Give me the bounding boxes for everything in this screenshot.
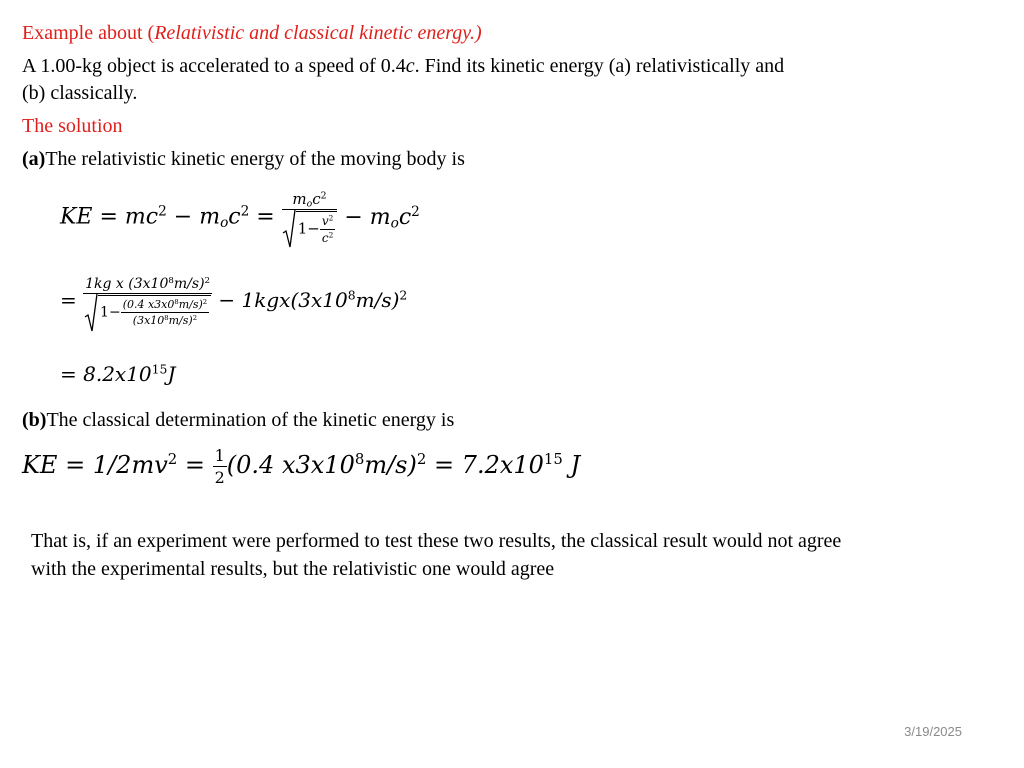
slide-date: 3/19/2025 xyxy=(904,724,962,739)
conclusion-line-1: That is, if an experiment were performed to test these two results, the classical result would not agree xyxy=(31,530,842,552)
problem-text-b: . Find its kinetic energy (a) relativistically and xyxy=(414,55,785,77)
problem-line-2: (b) classically. xyxy=(22,82,138,104)
slide-title xyxy=(22,20,482,46)
fraction-gamma: $m_oc^2$ 1− $\frac{v^2}{c^2}$ xyxy=(282,190,338,245)
equation-classical: KE = $1/2mv^2$ = $\frac{1}{2}$ (0.4 $x3x10^8m/s)^2 = 7.2x10^{15}$ J xyxy=(22,446,581,487)
part-b-heading xyxy=(22,407,454,433)
sqrt-symbol: 1− $\frac{v^2}{c^2}$ xyxy=(282,211,338,245)
equation-relativistic-result: = $8.2x10^{15}J$ xyxy=(60,361,176,386)
sqrt-symbol: 1− $\frac{(0.4 x3x0^8m/s)^2}{(3x10^8m/s)^2}$ xyxy=(84,295,211,327)
fraction-substitution: 1kg x $(3x10^8m/s)^2$ 1− $\frac{(0.4 x3x0^8m/s)^2}{(3x10^8m/s)^2}$ xyxy=(83,276,212,327)
part-a-label: (a) xyxy=(22,148,46,170)
problem-line-1 xyxy=(22,53,784,79)
part-a-heading xyxy=(22,146,465,172)
part-b-text: The classical determination of the kinetic energy is xyxy=(46,409,455,431)
equation-relativistic-definition: KE = $mc^2 - m_oc^2$ = $m_oc^2$ 1− $\frac{v^2}{c^2}$ − $m_oc^2$ xyxy=(60,190,420,245)
speed-of-light-symbol: c xyxy=(405,55,415,77)
problem-text-a: A 1.00-kg object is accelerated to a speed of 0.4 xyxy=(22,55,406,77)
equation-relativistic-substitution: = 1kg x $(3x10^8m/s)^2$ 1− $\frac{(0.4 x3x0^8m/s)^2}{(3x10^8m/s)^2}$ − $1kgx(3x10^8m/s)^2$ xyxy=(60,276,407,327)
title-italic: Relativistic and classical kinetic energy.) xyxy=(154,22,482,44)
fraction-one-half: $\frac{1}{2}$ xyxy=(214,446,225,487)
conclusion-line-2: with the experimental results, but the relativistic one would agree xyxy=(31,558,555,580)
solution-heading: The solution xyxy=(22,115,123,137)
title-prefix: Example about ( xyxy=(22,22,155,44)
part-b-label: (b) xyxy=(22,409,47,431)
part-a-text: The relativistic kinetic energy of the moving body is xyxy=(45,148,465,170)
